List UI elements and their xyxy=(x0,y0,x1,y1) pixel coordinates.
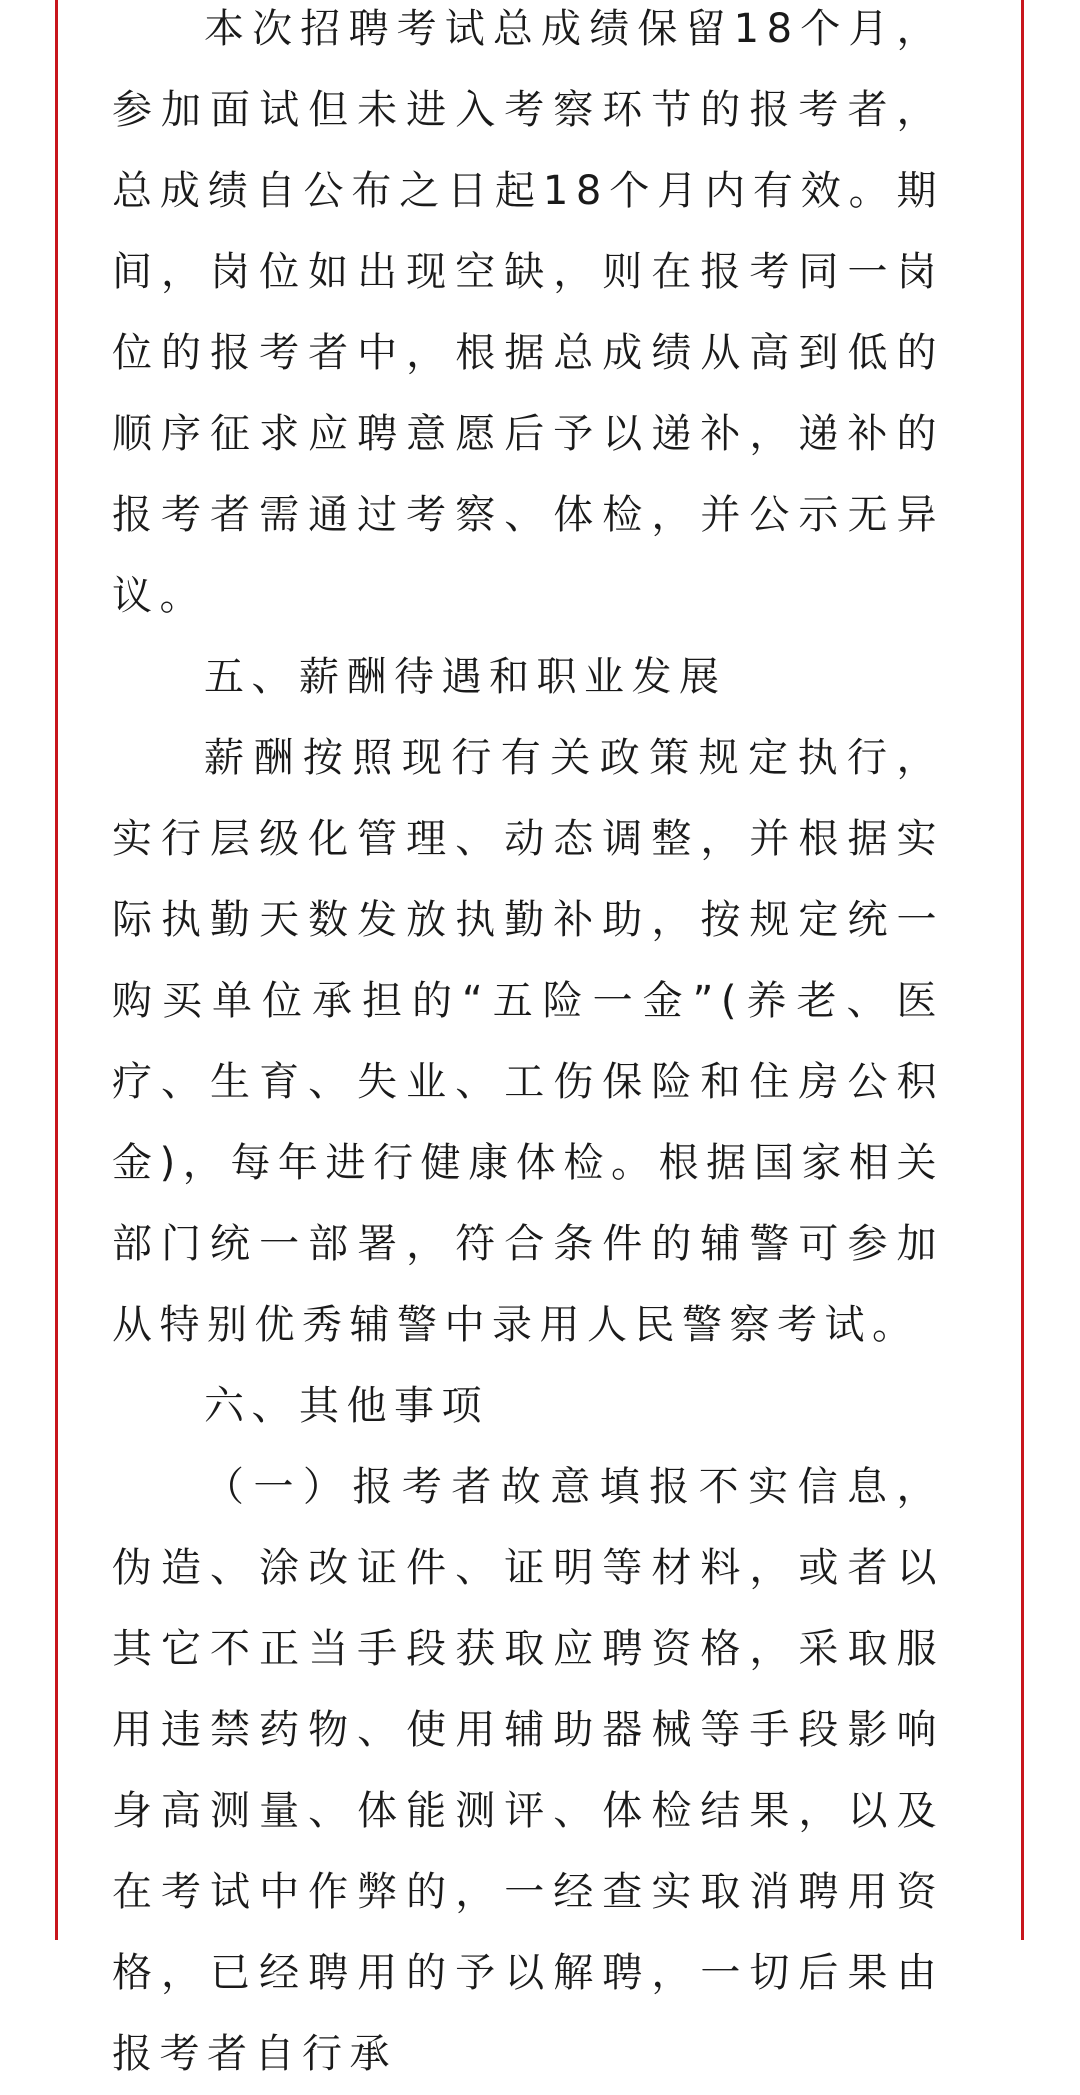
section-heading-salary: 五、薪酬待遇和职业发展 xyxy=(204,654,727,700)
document-body xyxy=(112,0,944,2095)
section-heading-other: 六、其他事项 xyxy=(204,1383,489,1429)
right-border-rule xyxy=(1021,0,1024,1940)
left-border-rule xyxy=(55,0,58,1940)
paragraph-score-retention: 本次招聘考试总成绩保留18个月，参加面试但未进入考察环节的报考者，总成绩自公布之日起18个月内有效。期间，岗位如出现空缺，则在报考同一岗位的报考者中，根据总成绩从高到低的顺序征求应聘意愿后予以递补，递补的报考者需通过考察、体检，并公示无异议。 xyxy=(112,6,944,619)
paragraph-other-item-1: （一）报考者故意填报不实信息，伪造、涂改证件、证明等材料，或者以其它不正当手段获取应聘资格，采取服用违禁药物、使用辅助器械等手段影响身高测量、体能测评、体检结果，以及在考试中作弊的，一经查实取消聘用资格，已经聘用的予以解聘，一切后果由报考者自行承 xyxy=(112,1464,944,2077)
paragraph-salary: 薪酬按照现行有关政策规定执行，实行层级化管理、动态调整，并根据实际执勤天数发放执勤补助，按规定统一购买单位承担的“五险一金”(养老、医疗、生育、失业、工伤保险和住房公积金)，每年进行健康体检。根据国家相关部门统一部署，符合条件的辅警可参加从特别优秀辅警中录用人民警察考试。 xyxy=(112,735,944,1348)
